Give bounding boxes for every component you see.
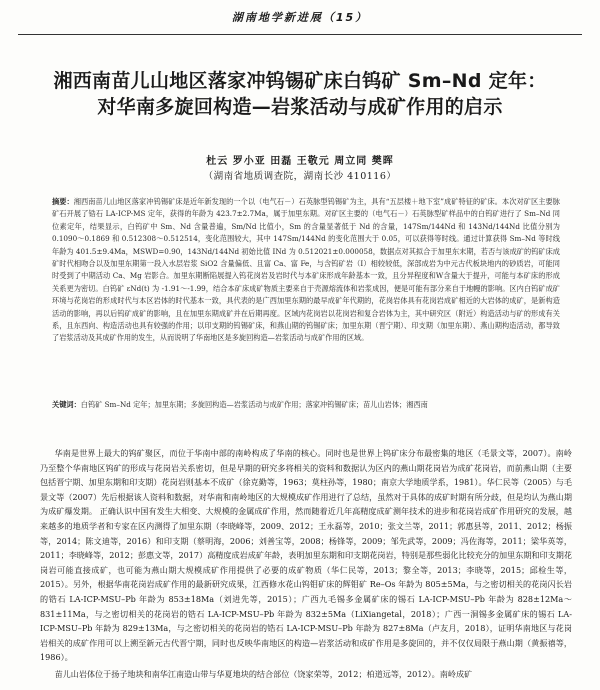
author-affiliation: （湖南省地质调查院，湖南长沙 410116）	[203, 171, 397, 182]
body-paragraph-1: 华南是世界上最大的钨矿聚区，而位于华南中部的南岭构成了华南的核心。同时也是世界上钨矿床分布最密集的地区（毛景文等，2007）。南岭乃至整个华南地区钨矿的形成与花岗岩关系密切，但是早期的研究多将相关的资料和数据认为区内的燕山期花岗岩为成矿花岗岩，而前燕山期（主要包括晋宁期、加里东期和印支期）花岗岩则基本不成矿（徐克勤等，1963；莫柱孙等，1980；南京大学地质学系，1981）。华仁民等（2005）与毛景文等（2007）先后根据该人资料和数据，对华南和南岭地区的大规模成矿作用进行了总结，虽然对于具体的成矿时期有所分歧，但是均认为燕山期为成矿爆发期。 正确认识中国有发生大相变、大规模的金属成矿作用，然而随着近几年高精度成矿测年技术的进步和花岗岩成矿作用研究的发展，越来越多的地质学者和专家在区内测得了加里东期（李晓峰等，2009、2012；王永磊等，2010；张文兰等，2011；郭惠县等，2011、2012；杨振等，2014；陈文迪等，2016）和印支期（蔡明海，2006；刘善宝等，2008；杨锋等，2009；邹先武等，2009；冯佐海等，2011；梁华英等，2011；李晓峰等，2012；彭惠文等，2017）高精度成岩成矿年龄，表明加里东期和印支期花岗岩，特别是那些弱化比较充分的加里东期和印支期花岗岩可能直接成矿，也可能为燕山期大规模成矿作用提供了必要的成矿物质（华仁民等，2013；黎全等，2013；李晓等，2015；邱检生等，2015）。另外，根据华南花岗岩成矿作用的最新研究成果，江西修水花山钨钼矿床的辉钼矿 Re–Os 年龄为 805±5Ma，与之密切相关的花岗闪长岩的锆石 LA-ICP-MSU–Pb 年龄为 853±18Ma（刘进先等，2015）；广西九毛锡多金属矿床的锡石 LA-ICP-MSU–Pb 年龄为 828±12Ma～831±11Ma，与之密切相关的花岗岩的锆石 LA-ICP-MSU–Pb 年龄为 832±5Ma（LiXiangetal，2018）；广西一洞锡多金属矿床的锡石 LA-ICP-MSU–Pb 年龄为 829±13Ma，与之密切相关的花岗岩的锆石 LA-ICP-MSU–Pb 年龄为 827±8Ma（卢友月，2018），证明华南地区与花岗岩相关的成矿作用可以上溯至新元古代晋宁期，同时也反映华南地区的构造—岩浆活动和成矿作用是多旋回的，并不仅仅局限于燕山期（黄振禧等，1986）。	[40, 448, 572, 663]
running-header-text: 湖南地学新进展（15）	[231, 11, 369, 24]
abstract-text: 湘西南苗儿山地区落家冲钨锡矿床是近年新发现的一个以（电气石－）石英脉型钨锡矿为主，具有“五层楼＋地下室”成矿特征的矿床。本次对矿区主要脉矿石开展了锆石 LA-ICP-MS 定年，获得的年龄为 423.7±2.7Ma，属于加里东期。对矿区主要的（电气石－）石英脉型矿样品中的白钨矿进行了 Sm–Nd 同位素定年，结果显示，白钨矿中 Sm、Nd 含量普遍，Sm/Nd 比值小，Sm 的含量显著低于 Nd 的含量，147Sm/144Nd 和 143Nd/144Nd 比值分别为 0.1090～0.1869 和 0.512308～0.512514，变化范围较大，其中 147Sm/144Nd 的变化范围大于 0.05，可以获得等时线。通过计算获得 Sm–Nd 等时线年龄为 401.5±9.4Ma，MSWD=0.90，143Nd/144Nd 初始比值 INd 为 0.512021±0.000058，数据点对其拟合于加里东末期，若否与该成矿的钨矿床成矿时代相吻合以及加里东期第一段入水层岩浆 SiO2 含量偏低、且富 Ca、富 Fe，与含钨矿岩（I）相较较低，深部成岩为中元古代板块地内的砂质岩，可能同时受到了中期活动 Ca、Mg 岩影合。加里东期断陷展提入钨花岗岩及岩时代与本矿床形成年龄基本一致，且分异程度和W含量大于提升，可能与本矿床的形成关系更为密切。白钨矿 εNd(t) 为 -1.91～-1.99，结合本矿床成矿物质主要来自于壳源熔流体和岩浆成因，便是可能有部分来自于地幔的影响。区内白钨矿成矿环境与花岗岩的形成时代与本区岩体的时代基本一致，具代表的是广西加里东期的最早成矿年代期的，花岗岩体具有花岗岩成矿相近的大岩体的成矿，是新构造活动的影响，再以后钨矿成矿的影响，且在加里东期成矿并在后期再度。区域内花岗岩以花岗岩和复合岩体为主，其中研究区（附近）构造活动与矿的形成有关系，且东西向、构造活动也具有较强的作用；以印支期的钨锡矿床，和燕山期的钨锡矿床；加里东期（晋宁期）、印支期（加里东期）、燕山期构造活动，都导致了岩浆活动及其成矿作用的发生，从而说明了华南地区是多旋回构造—岩浆活动与成矿作用的区域。	[52, 197, 560, 343]
article-title	[40, 68, 560, 120]
author-list: 杜云 罗小亚 田磊 王敬元 周立同 樊晖	[206, 156, 394, 167]
abstract	[52, 196, 560, 345]
body-paragraph-2: 苗儿山岩体位于扬子地块和南华江南造山带与华夏地块的结合部位（饶家荣等，2012；柏道远等，2012）。南岭成矿	[54, 668, 473, 679]
abstract-label: 摘要：	[52, 197, 74, 206]
title-line-1: 湘西南苗儿山地区落家冲钨锡矿床白钨矿 Sm–Nd 定年：	[53, 70, 547, 92]
body-text	[40, 446, 572, 682]
keywords	[52, 399, 560, 411]
title-line-2: 对华南多旋回构造—岩浆活动与成矿作用的启示	[97, 96, 503, 118]
keywords-text: 白钨矿 Sm–Nd 定年；加里东期；多旋回构造—岩浆活动与成矿作用；落家冲钨锡矿床；苗儿山岩体；湘西南	[80, 400, 428, 409]
running-header	[18, 0, 582, 35]
keywords-label: 关键词：	[52, 400, 81, 409]
